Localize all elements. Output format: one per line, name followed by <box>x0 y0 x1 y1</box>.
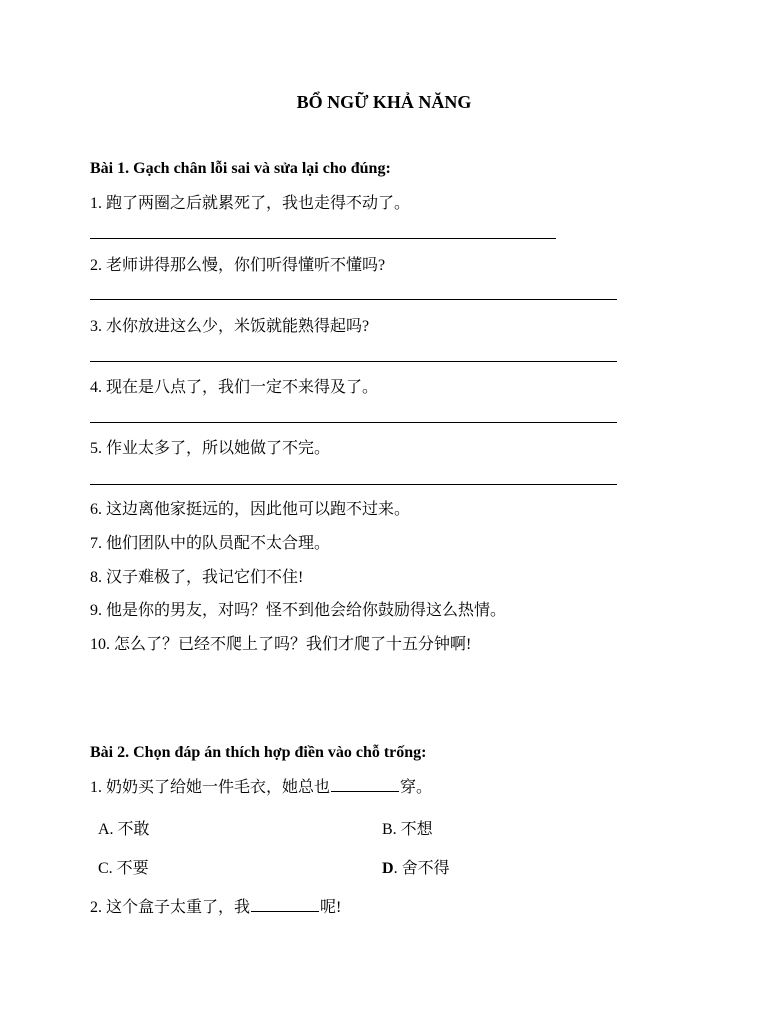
option-c[interactable]: C. 不要 <box>98 860 149 877</box>
answer-line-2[interactable] <box>90 299 617 300</box>
exercise-2-heading: Bài 2. Chọn đáp án thích hợp điền vào chỗ trống: <box>90 744 427 761</box>
option-a[interactable]: A. 不敢 <box>98 821 150 838</box>
page-title: BỔ NGỮ KHẢ NĂNG <box>296 92 472 112</box>
ex1-item-2: 2. 老师讲得那么慢，你们听得懂听不懂吗? <box>90 257 386 274</box>
ex1-item-4: 4. 现在是八点了，我们一定不来得及了。 <box>90 379 379 396</box>
answer-line-4[interactable] <box>90 422 617 423</box>
ex1-item-1: 1. 跑了两圈之后就累死了，我也走得不动了。 <box>90 195 411 212</box>
option-d[interactable] <box>382 855 450 878</box>
option-b[interactable]: B. 不想 <box>382 821 433 838</box>
q2-blank[interactable] <box>251 910 319 912</box>
ex1-item-6: 6. 这边离他家挺远的，因此他可以跑不过来。 <box>90 501 411 518</box>
ex1-item-5: 5. 作业太多了，所以她做了不完。 <box>90 440 331 457</box>
q1-blank[interactable] <box>331 790 399 792</box>
option-d-text: . 舍不得 <box>393 860 450 877</box>
answer-line-3[interactable] <box>90 361 617 362</box>
ex2-question-1 <box>90 774 432 797</box>
ex1-item-8: 8. 汉子难极了，我记它们不住! <box>90 569 304 586</box>
answer-line-5[interactable] <box>90 484 617 485</box>
exercise-1-heading: Bài 1. Gạch chân lỗi sai và sửa lại cho đúng: <box>90 160 391 177</box>
answer-line-1[interactable] <box>90 238 556 239</box>
option-d-letter: D <box>382 860 394 877</box>
ex1-item-3: 3. 水你放进这么少，米饭就能熟得起吗? <box>90 318 370 335</box>
q1-text-after: 穿。 <box>400 779 433 796</box>
ex1-item-7: 7. 他们团队中的队员配不太合理。 <box>90 535 331 552</box>
q2-text-after: 呢! <box>320 899 342 916</box>
q1-text-before: 1. 奶奶买了给她一件毛衣，她总也 <box>90 779 331 796</box>
ex2-question-2 <box>90 894 341 917</box>
ex1-item-10: 10. 怎么了？已经不爬上了吗？我们才爬了十五分钟啊! <box>90 636 472 653</box>
q2-text-before: 2. 这个盒子太重了，我 <box>90 899 251 916</box>
ex1-item-9: 9. 他是你的男友，对吗？怪不到他会给你鼓励得这么热情。 <box>90 602 507 619</box>
